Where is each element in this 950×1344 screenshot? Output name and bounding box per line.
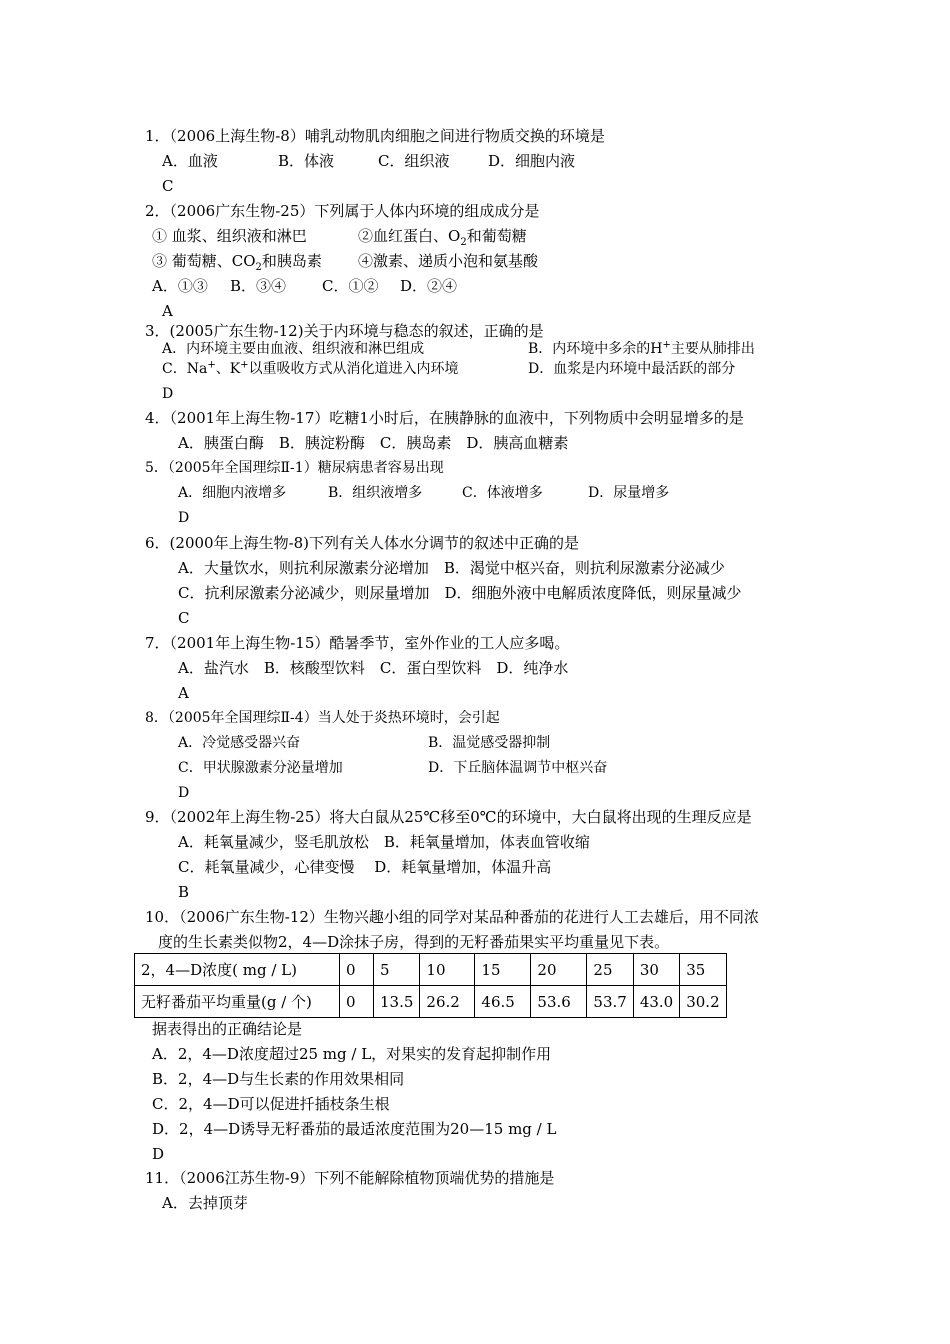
table-cell: 30 (633, 954, 679, 986)
q2-items-row2 (152, 252, 539, 273)
q2-item-3-post: 和胰岛素 (261, 252, 322, 270)
q2-option-d: D．②④ (400, 277, 458, 295)
q10-stem-line2: 度的生长素类似物2，4—D涂抹子房，得到的无籽番茄果实平均重量见下表。 (158, 933, 670, 951)
q1-option-c: C．组织液 (378, 152, 450, 170)
q6-options-row2: C．抗利尿激素分泌减少，则尿量增加 D．细胞外液中电解质浓度降低，则尿量减少 (178, 584, 742, 602)
q3-option-a: A．内环境主要由血液、组织液和淋巴组成 (162, 341, 425, 357)
q2-option-a: A．①③ (152, 277, 208, 295)
q2-items-row1 (152, 227, 527, 248)
q2-item-3 (152, 252, 358, 273)
q1-stem: 1．（2006上海生物-8）哺乳动物肌肉细胞之间进行物质交换的环境是 (145, 127, 605, 145)
table-cell: 10 (420, 954, 475, 986)
q9-answer: B (178, 883, 190, 901)
q1-option-b: B．体液 (278, 152, 335, 170)
q3-option-b-post: 主要从肺排出 (670, 341, 755, 357)
q10-stem-line1: 10．（2006广东生物-12）生物兴趣小组的同学对某品种番茄的花进行人工去雄后，用不同浓 (145, 908, 759, 926)
q5-option-c: C．体液增多 (462, 485, 543, 501)
q2-option-b: B．③④ (230, 277, 287, 295)
q2-item-4: ④激素、递质小泡和氨基酸 (358, 252, 539, 270)
q8-option-a: A．冷觉感受器兴奋 (178, 735, 301, 751)
table-cell: 5 (374, 954, 420, 986)
q8-option-d: D．下丘脑体温调节中枢兴奋 (428, 760, 608, 776)
q3-option-c-sup2: + (240, 359, 249, 371)
table-cell: 26.2 (420, 986, 475, 1018)
q8-stem: 8．（2005年全国理综Ⅱ-4）当人处于炎热环境时，会引起 (145, 710, 500, 726)
q6-stem: 6．(2000年上海生物-8)下列有关人体水分调节的叙述中正确的是 (145, 534, 580, 552)
q3-option-b-sup: + (662, 339, 671, 351)
q2-options (152, 277, 457, 295)
q10-option-d: D．2，4—D诱导无籽番茄的最适浓度范围为20—15 mg / L (152, 1120, 557, 1138)
q2-item-2-post: 和葡萄糖 (466, 227, 527, 245)
q6-answer: C (178, 609, 190, 627)
q8-option-c: C．甲状腺激素分泌量增加 (178, 760, 343, 776)
q4-options: A．胰蛋白酶 B．胰淀粉酶 C．胰岛素 D．胰高血糖素 (178, 434, 569, 452)
q3-option-c (162, 360, 459, 378)
q2-item-1: ① 血浆、组织液和淋巴 (152, 227, 307, 245)
table-cell: 20 (531, 954, 587, 986)
q2-item-2-pre: ②血红蛋白、O (358, 227, 461, 245)
q8-answer: D (178, 785, 190, 801)
q10-lead: 据表得出的正确结论是 (152, 1020, 303, 1038)
q10-option-a: A．2，4—D浓度超过25 mg / L，对果实的发育起抑制作用 (152, 1045, 552, 1063)
q9-options-row1: A．耗氧量减少，竖毛肌放松 B．耗氧量增加，体表血管收缩 (178, 833, 590, 851)
q5-option-d: D．尿量增多 (588, 485, 670, 501)
q3-stem: 3．(2005广东生物-12)关于内环境与稳态的叙述，正确的是 (145, 322, 544, 340)
q5-stem: 5．（2005年全国理综Ⅱ-1）糖尿病患者容易出现 (145, 460, 444, 476)
table-cell: 35 (680, 954, 726, 986)
q11-option-a: A．去掉顶芽 (162, 1194, 248, 1212)
table-cell: 0 (340, 986, 374, 1018)
q3-option-c-sup1: + (207, 359, 216, 371)
q5-option-b: B．组织液增多 (328, 485, 423, 501)
q6-options-row1: A．大量饮水，则抗利尿激素分泌增加 B．渴觉中枢兴奋，则抗利尿激素分泌减少 (178, 559, 725, 577)
q10-data-table (134, 953, 727, 1018)
q2-item-3-pre: ③ 葡萄糖、CO (152, 252, 256, 270)
q3-option-c-post: 以重吸收方式从消化道进入内环境 (248, 361, 459, 377)
table-row (135, 954, 727, 986)
q3-answer: D (162, 386, 174, 402)
q2-stem: 2．（2006广东生物-25）下列属于人体内环境的组成成分是 (145, 202, 540, 220)
q2-item-2 (358, 227, 527, 248)
q1-option-d: D．细胞内液 (488, 152, 576, 170)
q1-answer: C (162, 177, 174, 195)
q3-option-c-mid: 、K (215, 361, 241, 377)
q2-item-3-sub: 2 (255, 262, 262, 273)
q1-option-a: A．血液 (162, 152, 218, 170)
table-cell: 53.7 (587, 986, 633, 1018)
q9-stem: 9．（2002年上海生物-25）将大白鼠从25℃移至0℃的环境中，大白鼠将出现的生理反应是 (145, 808, 752, 826)
q5-options (178, 484, 669, 502)
q2-item-2-sub: 2 (460, 237, 467, 248)
q11-stem: 11．（2006江苏生物-9）下列不能解除植物顶端优势的措施是 (145, 1169, 555, 1187)
table-row (135, 986, 727, 1018)
table-cell: 43.0 (633, 986, 679, 1018)
table-cell: 25 (587, 954, 633, 986)
table-cell: 46.5 (475, 986, 531, 1018)
table-row-label: 2，4—D浓度( mg / L) (135, 954, 340, 986)
table-cell: 30.2 (680, 986, 726, 1018)
table-cell: 53.6 (531, 986, 587, 1018)
q3-option-b (528, 340, 755, 358)
q2-option-c: C．①② (322, 277, 379, 295)
q9-options-row2: C．耗氧量减少，心律变慢 D．耗氧量增加，体温升高 (178, 858, 552, 876)
table-cell: 0 (340, 954, 374, 986)
q3-option-c-pre: C．Na (162, 361, 208, 377)
q10-option-c: C．2，4—D可以促进扦插枝条生根 (152, 1095, 390, 1113)
q5-option-a: A．细胞内液增多 (178, 485, 287, 501)
q8-option-b: B．温觉感受器抑制 (428, 735, 551, 751)
q7-options: A．盐汽水 B．核酸型饮料 C．蛋白型饮料 D．纯净水 (178, 659, 569, 677)
q5-answer: D (178, 510, 190, 526)
q3-option-b-pre: B．内环境中多余的H (528, 341, 663, 357)
q3-option-d: D．血浆是内环境中最活跃的部分 (528, 361, 736, 377)
q7-answer: A (178, 684, 189, 702)
q1-options (162, 152, 575, 170)
table-row-label: 无籽番茄平均重量(g / 个) (135, 986, 340, 1018)
q7-stem: 7．（2001年上海生物-15）酷暑季节，室外作业的工人应多喝。 (145, 634, 570, 652)
q4-stem: 4．（2001年上海生物-17）吃糖1小时后，在胰静脉的血液中，下列物质中会明显增多的是 (145, 409, 744, 427)
q10-answer: D (152, 1145, 165, 1163)
table-cell: 13.5 (374, 986, 420, 1018)
table-cell: 15 (475, 954, 531, 986)
q10-option-b: B．2，4—D与生长素的作用效果相同 (152, 1070, 405, 1088)
q2-answer: A (162, 302, 173, 320)
